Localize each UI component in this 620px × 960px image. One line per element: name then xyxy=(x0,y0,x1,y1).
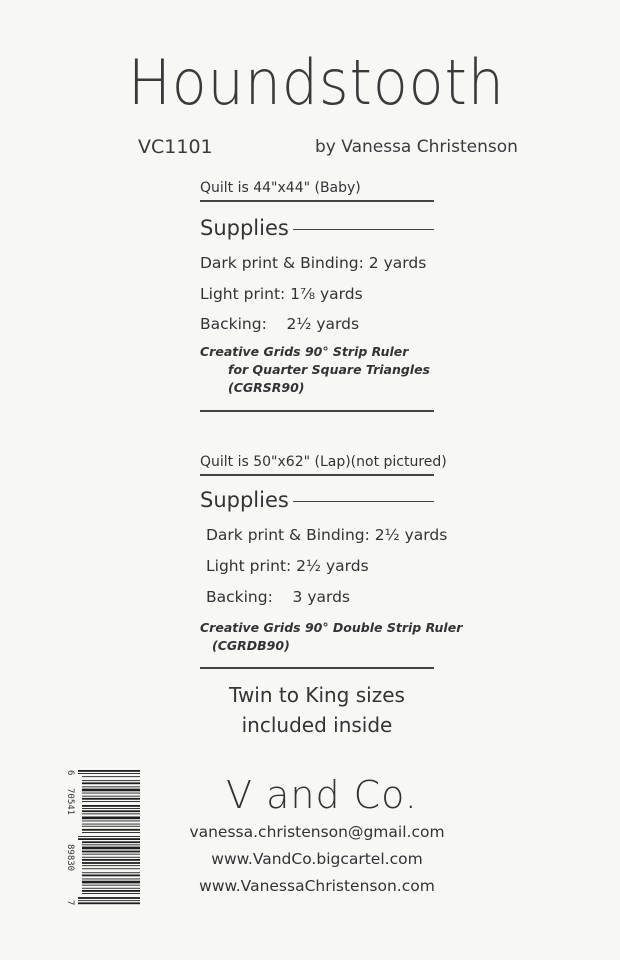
baby-ruler-line: Creative Grids 90° Strip Ruler xyxy=(200,344,409,359)
sizes-note-line: Twin to King sizes xyxy=(229,683,405,707)
contact-email: vanessa.christenson@gmail.com xyxy=(189,823,445,841)
baby-supplies-heading-row xyxy=(200,216,434,240)
barcode-bar xyxy=(82,859,140,861)
barcode-bar xyxy=(82,885,140,886)
barcode-bar xyxy=(82,862,140,864)
barcode-bar xyxy=(82,789,140,792)
lap-size: Quilt is 50"x62" (Lap)(not pictured) xyxy=(200,454,447,470)
barcode-bar xyxy=(78,836,140,837)
lap-supplies-heading: Supplies xyxy=(200,488,289,512)
barcode-bar xyxy=(82,875,140,877)
barcode-bar xyxy=(82,832,140,833)
barcode-bar xyxy=(82,813,140,814)
barcode-bar xyxy=(82,857,140,858)
barcode-bar xyxy=(78,902,140,904)
barcode-bar xyxy=(82,881,140,884)
lap-supply-item: Light print: 2½ yards xyxy=(206,557,369,575)
barcode-digit: 6 xyxy=(65,770,75,776)
lap-ruler-line: Creative Grids 90° Double Strip Ruler xyxy=(200,620,463,635)
barcode-bar xyxy=(82,776,140,777)
sizes-note-line: included inside xyxy=(241,713,393,737)
barcode-bar xyxy=(82,865,140,866)
barcode-bar xyxy=(82,821,140,822)
divider xyxy=(293,229,434,230)
barcode-bar xyxy=(78,897,140,899)
barcode-bar xyxy=(82,805,140,807)
barcode-bar xyxy=(82,817,140,820)
barcode-bar xyxy=(82,829,140,831)
brand-name: V and Co. xyxy=(226,773,418,817)
barcode-bar xyxy=(82,826,140,827)
lap-size-block xyxy=(200,454,447,476)
contact-website-url: www.VanessaChristenson.com xyxy=(199,877,435,895)
barcode-bar xyxy=(78,770,140,772)
barcode xyxy=(60,762,142,912)
barcode-bar xyxy=(82,810,140,812)
barcode-bar xyxy=(82,890,140,892)
barcode-bar xyxy=(82,793,140,794)
divider xyxy=(200,474,434,476)
barcode-bar xyxy=(82,847,140,850)
baby-size: Quilt is 44"x44" (Baby) xyxy=(200,180,361,196)
pattern-title: Houndstooth xyxy=(128,46,505,119)
pattern-code: VC1101 xyxy=(138,136,213,158)
contact-shop-url: www.VandCo.bigcartel.com xyxy=(211,850,423,868)
barcode-bar xyxy=(78,838,140,840)
barcode-bar xyxy=(82,879,140,880)
barcode-digits: 70541 xyxy=(65,788,75,816)
barcode-bar xyxy=(82,780,140,781)
barcode-bar xyxy=(78,900,140,901)
lap-supply-item: Backing: 3 yards xyxy=(206,588,351,606)
baby-size-block xyxy=(200,180,434,202)
divider xyxy=(200,667,434,669)
barcode-bar xyxy=(82,786,140,787)
barcode-bar xyxy=(82,808,140,809)
sizes-note xyxy=(200,680,434,740)
baby-ruler-line: for Quarter Square Triangles xyxy=(228,362,431,377)
barcode-digits: 89830 xyxy=(65,844,75,872)
barcode-bar xyxy=(82,796,140,797)
barcode-bar xyxy=(82,854,140,855)
divider xyxy=(293,501,434,502)
barcode-bar xyxy=(82,844,140,845)
barcode-bar xyxy=(82,801,140,802)
barcode-bar xyxy=(82,841,140,843)
barcode-bar xyxy=(82,893,140,894)
divider xyxy=(200,410,434,412)
barcode-bar xyxy=(78,773,140,774)
baby-supplies-heading: Supplies xyxy=(200,216,289,240)
lap-supplies-heading-row xyxy=(200,488,434,512)
barcode-bar xyxy=(82,851,140,853)
barcode-digit: 7 xyxy=(65,900,75,906)
barcode-bar xyxy=(82,868,140,869)
barcode-bars xyxy=(78,770,140,904)
divider xyxy=(200,200,434,202)
barcode-bar xyxy=(82,782,140,784)
barcode-bar xyxy=(82,798,140,800)
baby-supply-item: Light print: 1⅞ yards xyxy=(200,285,363,303)
baby-supply-item: Backing: 2½ yards xyxy=(200,315,360,333)
baby-supply-item: Dark print & Binding: 2 yards xyxy=(200,254,427,272)
pattern-author: by Vanessa Christenson xyxy=(315,137,518,157)
barcode-bar xyxy=(82,824,140,825)
lap-supply-item: Dark print & Binding: 2½ yards xyxy=(206,526,448,544)
barcode-bar xyxy=(82,872,140,873)
barcode-bar xyxy=(82,888,140,889)
lap-ruler-line: (CGRDB90) xyxy=(212,638,290,653)
baby-ruler-line: (CGRSR90) xyxy=(228,380,305,395)
